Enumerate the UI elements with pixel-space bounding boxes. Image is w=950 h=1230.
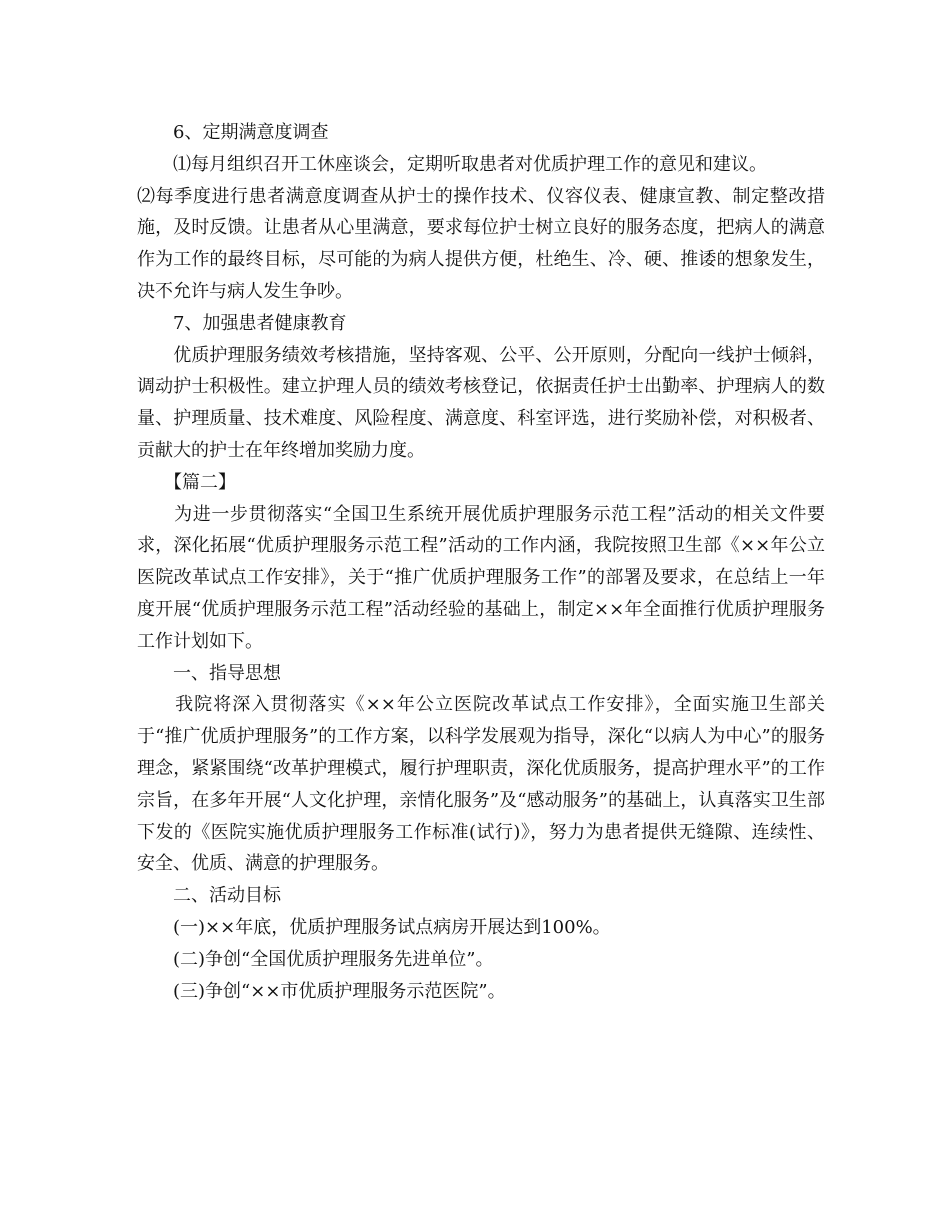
heading-guiding-ideology: 一、指导思想 xyxy=(137,662,281,684)
heading-activity-goals: 二、活动目标 xyxy=(137,885,281,907)
paragraph-monthly-meeting: ⑴每月组织召开工休座谈会，定期听取患者对优质护理工作的意见和建议。 xyxy=(137,153,767,175)
goal-item-3: (三)争创“××市优质护理服务示范医院”。 xyxy=(137,980,506,1002)
goal-item-1: (一)××年底，优质护理服务试点病房开展达到100%。 xyxy=(137,916,611,938)
paragraph-introduction: 为进一步贯彻落实“全国卫生系统开展优质护理服务示范工程”活动的相关文件要求，深化拓展“优质护理服务示范工程”活动的工作内涵，我院按照卫生部《××年公立医院改革试点工作安排》，关于“推广优质护理服务工作”的部署及要求，在总结上一年度开展“优质护理服务示范工程”活动经验的基础上，制定××年全面推行优质护理服务工作计划如下。 xyxy=(137,503,825,652)
section-heading-part-two: 【篇二】 xyxy=(137,471,236,493)
goal-item-2: (二)争创“全国优质护理服务先进单位”。 xyxy=(137,948,494,970)
heading-health-education: 7、加强患者健康教育 xyxy=(137,312,347,334)
paragraph-guiding-ideology: 我院将深入贯彻落实《××年公立医院改革试点工作安排》，全面实施卫生部关于“推广优质护理服务”的工作方案，以科学发展观为指导，深化“以病人为中心”的服务理念，紧紧围绕“改革护理模式，履行护理职责，深化优质服务，提高护理水平”的工作宗旨，在多年开展“人文化护理，亲情化服务”及“感动服务”的基础上，认真落实卫生部下发的《医院实施优质护理服务工作标准(试行)》，努力为患者提供无缝隙、连续性、安全、优质、满意的护理服务。 xyxy=(137,694,825,875)
paragraph-quarterly-survey: ⑵每季度进行患者满意度调查从护士的操作技术、仪容仪表、健康宣教、制定整改措施，及时反馈。让患者从心里满意，要求每位护士树立良好的服务态度，把病人的满意作为工作的最终目标，尽可能的为病人提供方便，杜绝生、冷、硬、推诿的想象发生，决不允许与病人发生争吵。 xyxy=(137,185,825,302)
heading-satisfaction-survey: 6、定期满意度调查 xyxy=(137,122,329,143)
paragraph-performance-assessment: 优质护理服务绩效考核措施，坚持客观、公平、公开原则，分配向一线护士倾斜，调动护士积极性。建立护理人员的绩效考核登记，依据责任护士出勤率、护理病人的数量、护理质量、技术难度、风险程度、满意度、科室评选，进行奖励补偿，对积极者、贡献大的护士在年终增加奖励力度。 xyxy=(137,344,825,461)
document-body xyxy=(137,117,825,1007)
